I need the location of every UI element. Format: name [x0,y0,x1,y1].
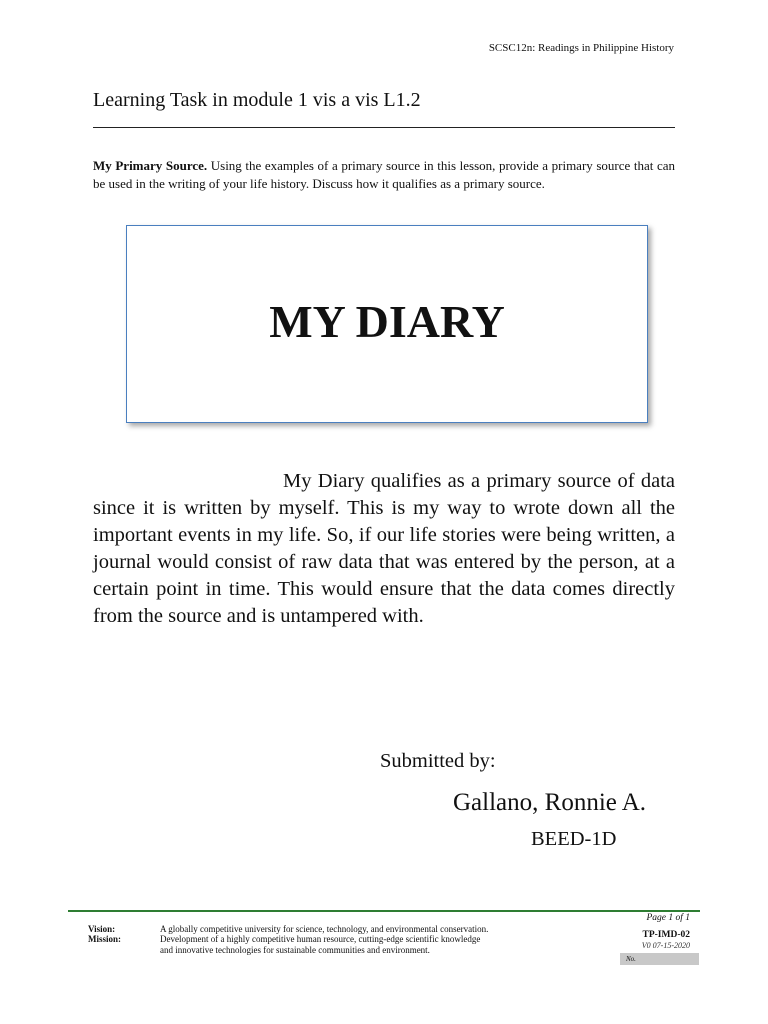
instructions-paragraph [93,157,675,193]
essay-paragraph: My Diary qualifies as a primary source of data since it is written by myself. This is my way to wrote down all the important events in my life. So, if our life stories were being written, a journal would consist of raw data that was entered by the person, at a certain point in time. This would ensure that the data comes directly from the source and is untampered with. [93,470,675,627]
title-divider [93,127,675,128]
vision-label: Vision: [88,924,116,934]
primary-source-title: MY DIARY [269,296,505,347]
control-number-box: No. [620,953,699,965]
instructions-text: Using the examples of a primary source in this lesson, provide a primary source that can be used in the writing of your life history. Discuss how it qualifies as a primary source. [93,158,676,191]
document-version: V0 07-15-2020 [641,941,690,950]
instructions-lead: My Primary Source. [93,158,208,173]
mission-text-line-2: and innovative technologies for sustainable communities and environment. [160,945,430,955]
student-name: Gallano, Ronnie A. [453,789,647,816]
submitted-by-label: Submitted by: [380,750,496,772]
page-title: Learning Task in module 1 vis a vis L1.2 [93,89,421,111]
course-header: SCSC12n: Readings in Philippine History [488,42,674,54]
primary-source-box [126,225,648,423]
footer-divider [68,910,700,912]
document-code: TP-IMD-02 [642,930,690,940]
student-section: BEED-1D [531,828,617,850]
page-number: Page 1 of 1 [646,913,690,923]
mission-label: Mission: [88,934,122,944]
vision-text: A globally competitive university for science, technology, and environmental conservation. [160,924,489,934]
mission-text-line-1: Development of a highly competitive human resource, cutting-edge scientific knowledge [160,934,481,944]
mission-row [88,934,480,945]
